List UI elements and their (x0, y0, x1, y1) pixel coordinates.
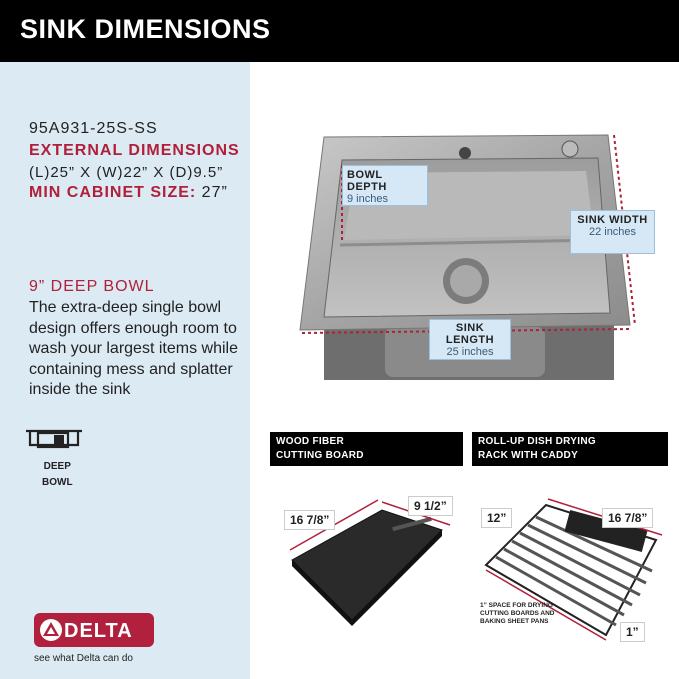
cutting-board-length: 16 7/8” (284, 510, 335, 530)
delta-wordmark: DELTA (64, 620, 133, 642)
deep-bowl-label-line1: DEEP (43, 461, 71, 472)
cutting-board-header (270, 432, 463, 466)
cutting-board-header-line2: CUTTING BOARD (276, 450, 364, 461)
deep-bowl-description: The extra-deep single bowl design offers enough room to wash your largest items while containing mess and splatter inside the sink (29, 299, 238, 398)
rack-depth: 12” (481, 508, 512, 528)
external-dimensions-label: EXTERNAL DIMENSIONS (29, 142, 240, 159)
min-cabinet (29, 184, 228, 202)
deep-bowl-icon (24, 427, 84, 455)
rack-note: 1” SPACE FOR DRYING CUTTING BOARDS AND BAKING SHEET PANS (480, 602, 555, 625)
rack-header-line2: RACK WITH CADDY (478, 450, 579, 461)
deep-bowl-label-line2: BOWL (42, 477, 73, 488)
rack-space: 1” (620, 622, 645, 642)
delta-triangle-icon (39, 618, 63, 642)
sink-length-value: 25 inches (446, 346, 494, 358)
page-header (0, 0, 679, 62)
cutting-board-width: 9 1/2” (408, 496, 453, 516)
model-number: 95A931-25S-SS (29, 120, 158, 137)
bowl-depth-label: BOWL DEPTH (347, 169, 387, 193)
rack-header (472, 432, 668, 466)
external-dimensions-value: (L)25” X (W)22” X (D)9.5” (29, 164, 224, 181)
rack-header-line1: ROLL-UP DISH DRYING (478, 436, 596, 447)
sink-length-callout (429, 319, 511, 360)
deep-bowl-icon-label (42, 459, 73, 491)
sink-width-callout (570, 210, 655, 254)
min-cabinet-label: MIN CABINET SIZE: (29, 184, 197, 201)
bowl-depth-callout (342, 165, 428, 206)
sink-width-value: 22 inches (588, 226, 637, 238)
bowl-depth-value: 9 inches (347, 193, 388, 205)
cutting-board-header-line1: WOOD FIBER (276, 436, 344, 447)
brand-tagline: see what Delta can do (34, 653, 133, 664)
sink-width-label: SINK WIDTH (577, 214, 648, 226)
sink-length-label: SINK LENGTH (445, 322, 495, 346)
min-cabinet-value: 27” (196, 184, 228, 201)
rack-length: 16 7/8” (602, 508, 653, 528)
page-title: SINK DIMENSIONS (20, 14, 271, 44)
deep-bowl-heading: 9” DEEP BOWL (29, 278, 155, 295)
